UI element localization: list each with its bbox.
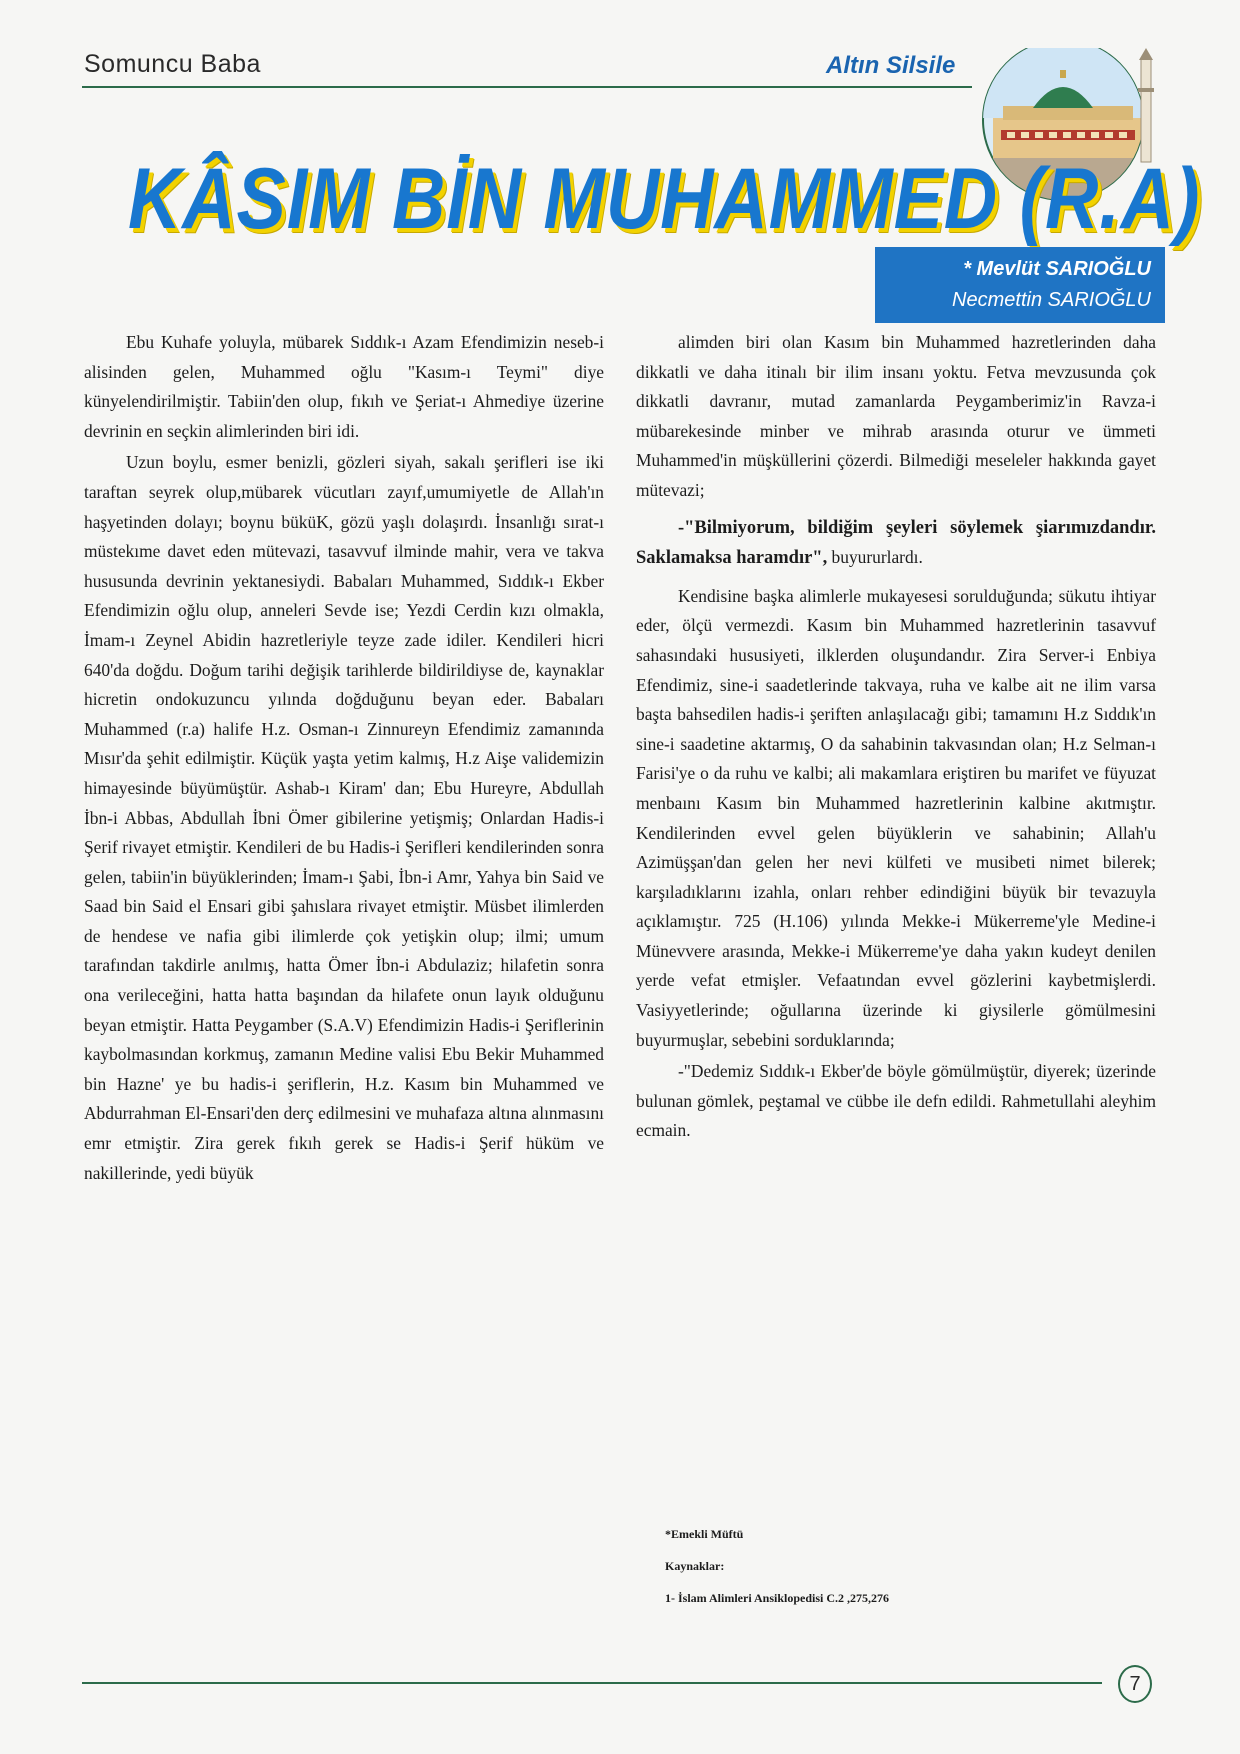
right-column — [636, 328, 1156, 1146]
footnote-author-title: *Emekli Müftü — [665, 1527, 744, 1541]
footnote-source-item: 1- İslam Alimleri Ansiklopedisi C.2 ,275,276 — [665, 1591, 890, 1605]
header-rule — [82, 86, 972, 88]
article-title: KÂSIM BİN MUHAMMED (R.A) — [128, 151, 1201, 247]
author-primary: * Mevlüt SARIOĞLU — [963, 258, 1151, 280]
left-column — [84, 328, 604, 1188]
quote-paragraph — [636, 514, 1156, 574]
paragraph: Ebu Kuhafe yoluyla, mübarek Sıddık-ı Azam Efendimizin neseb-i alisinden gelen, Muhammed oğlu "Kasım-ı Teymi" diye künyelendirilmiştir. Tabiin'den olup, fıkıh ve Şeriat-ı Ahmediye üzerine devrinin en seçkin alimlerinden biri idi. — [84, 332, 604, 441]
magazine-name: Somuncu Baba — [84, 50, 261, 78]
footnotes — [665, 1518, 889, 1614]
paragraph: Uzun boylu, esmer benizli, gözleri siyah, sakalı şerifleri ise iki taraftan seyrek olup,mübarek vücutları zayıf,umumiyetle de Allah'ın haşyetinden dolayı; boynu büküK, gözü yaşlı dolaşırdı. İnsanlığı sırat-ı müstekıme davet eden mütevazi, tasavvuf ilminde mahir, vera ve takva hususunda devrinin yektanesiydi. Babaları Muhammed, Sıddık-ı Ekber Efendimizin oğlu olup, anneleri Sevde ise; Yezdi Cerdin kızı olmakla, İmam-ı Zeynel Abidin hazretleriyle teyze zade idiler. Kendileri hicri 640'da doğdu. Doğum tarihi değişik tarihlerde bildirildiyse de, kaynaklar hicretin ondokuzuncu yılında doğduğunu beyan eder. Babaları Muhammed (r.a) halife H.z. Osman-ı Zinnureyn Efendimiz zamanında Mısır'da şehit edilmiştir. Küçük yaşta yetim kalmış, H.z Aişe validemizin himayesinde büyümüştür. Ashab-ı Kiram' dan; Ebu Hureyre, Abdullah İbn-i Abbas, Abdullah İbni Ömer gibilerine yetişmiş; Onlardan Hadis-i Şerif rivayet etmiştir. Kendileri de bu Hadis-i Şerifleri kendilerinden sonra gelen, tabiin'in büyüklerinden; İmam-ı Şabi, İbn-i Amr, Yahya bin Said ve Saad bin Said el Ensari gibi şahıslara rivayet etmiştir. Müsbet ilimlerden de hendese ve nafia gibi ilimlerde çok yetişkin olup; ilmi; umum tarafından takdirle anılmış, hatta Ömer İbn-i Abdulaziz; hilafetin sonra ona verileceğini, hatta hatta başından da hilafete onun layık olduğunu beyan etmiştir. Hatta Peygamber (S.A.V) Efendimizin Hadis-i Şeriflerinin kaybolmasından korkmuş, zamanın Medine valisi Ebu Bekir Muhammed bin Hazne' ye bu hadis-i şeriflerin, H.z. Kasım bin Muhammed ve Abdurrahman El-Ensari'den derç edilmesini ve muhafaza altına alınmasını emr etmiştir. Zira gerek fıkıh gerek se Hadis-i Şerif hüküm ve nakillerinde, yedi büyük — [84, 452, 604, 1183]
page-number: 7 — [1118, 1665, 1152, 1703]
paragraph: Kendisine başka alimlerle mukayesesi sorulduğunda; sükutu ihtiyar eder, ölçü vermezdi. Kasım bin Muhammed hazretlerinin tasavvuf sahasındaki hususiyeti, ilklerden oluşundandır. Zira Server-i Enbiya Efendimiz, sine-i saadetlerinde takvaya, ruha ve kalbe ait ne ilim varsa başta bahsedilen hadis-i şeriften anlaşılacağı gibi; tamamını H.z Sıddık'ın sine-i saadetine aktarmış, O da sahabinin takvasından olan; H.z Selman-ı Farisi'ye o da ruhu ve kalbi; ali makamlara eriştiren bu marifet ve füyuzat menbaını Kasım bin Muhammed hazretlerinin kalbine akıtmıştır. Kendilerinden evvel gelen büyüklerin ve sahabinin; Allah'u Azimüşşan'dan gelen her nevi külfeti ve musibeti nimet bilerek; karşıladıklarını izahla, onları rehber edindiğini büyük bir tevazuyla açıklamıştır. 725 (H.106) yılında Mekke-i Mükerreme'yle Medine-i Münevvere arasında, Mekke-i Mükerreme'ye daha yakın kudeyt denilen yerde vefat etmişler. Vefaatından evvel gözlerini kaybetmişlerdi. Vasiyyetlerinde; oğullarına üzerinde ki giysilerle gömülmesini buyurmuşlar, sebebini sorduklarında; — [636, 585, 1156, 1050]
section-title: Altın Silsile — [826, 52, 956, 79]
author-box — [875, 247, 1165, 323]
author-secondary: Necmettin SARIOĞLU — [952, 289, 1151, 311]
paragraph: alimden biri olan Kasım bin Muhammed hazretlerinden daha dikkatli ve daha itinalı bir ilim insanı yoktu. Fetva mevzusunda çok dikkatli davranır, mutad zamanlarda Peygamberimiz'in Ravza-i mübarekesinde minber ve mihrab arasında oturur ve ümmeti Muhammed'in müşküllerini çözerdi. Bilmediği meseleler hakkında gayet mütevazi; — [636, 332, 1156, 500]
quote-tail: buyururlardı. — [827, 547, 923, 568]
quote-bold: -"Bilmiyorum, bildiğim şeyleri söylemek şiarımızdandır. Saklamaksa haramdır", — [636, 517, 1156, 569]
footnote-sources-label: Kaynaklar: — [665, 1559, 725, 1573]
paragraph: -"Dedemiz Sıddık-ı Ekber'de böyle gömülmüştür, diyerek; üzerinde bulunan gömlek, peştamal ve cübbe ile defn edildi. Rahmetullahi aleyhim ecmain. — [636, 1061, 1156, 1141]
footer-rule — [82, 1682, 1102, 1684]
